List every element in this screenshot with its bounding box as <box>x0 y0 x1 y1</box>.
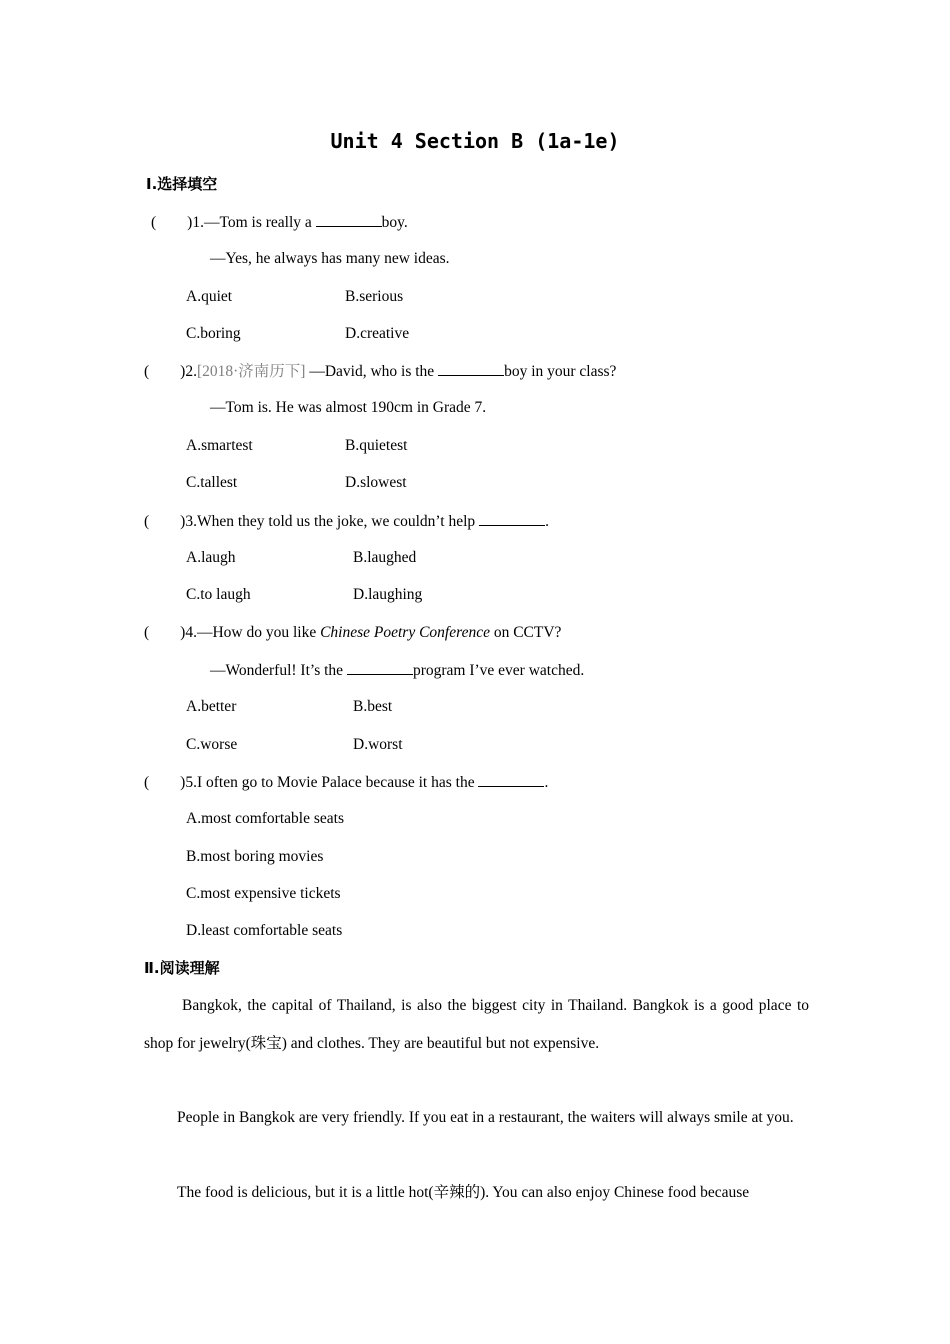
question-3-option-c: C.to laugh <box>186 586 251 603</box>
question-5-option-b: B.most boring movies <box>186 848 324 865</box>
passage-paragraph-3: The food is delicious, but it is a little hot(辛辣的). You can also enjoy Chinese food because <box>177 1184 750 1201</box>
question-2-option-a: A.smartest <box>186 437 253 454</box>
section-heading-reading: Ⅱ.阅读理解 <box>144 959 220 977</box>
answer-paren: ( ) <box>144 363 186 380</box>
question-2-reply: —Tom is. He was almost 190cm in Grade 7. <box>210 399 487 416</box>
answer-paren: ( ) <box>144 513 186 530</box>
question-4-stem: ( )4.—How do you like Chinese Poetry Conference on CCTV? <box>144 624 562 641</box>
question-5-option-a: A.most comfortable seats <box>186 810 344 827</box>
question-3-option-d: D.laughing <box>353 586 423 603</box>
question-4-option-c: C.worse <box>186 736 238 753</box>
fill-blank <box>478 772 544 787</box>
question-2-option-c: C.tallest <box>186 474 238 491</box>
question-1-option-a: A.quiet <box>186 288 233 305</box>
question-5-option-c: C.most expensive tickets <box>186 885 341 902</box>
question-1-option-c: C.boring <box>186 325 241 342</box>
question-1-option-d: D.creative <box>345 325 410 342</box>
question-3-option-b: B.laughed <box>353 549 417 566</box>
answer-paren: ( ) <box>144 774 186 791</box>
program-title: Chinese Poetry Conference <box>320 624 490 641</box>
question-2-stem: ( )2.[2018·济南历下] —David, who is the boy in your class? <box>144 363 617 380</box>
question-5-stem: ( )5.I often go to Movie Palace because it has the . <box>144 774 549 791</box>
question-2-option-b: B.quietest <box>345 437 408 454</box>
fill-blank <box>438 361 504 376</box>
question-4-reply: —Wonderful! It’s the program I’ve ever watched. <box>210 662 585 679</box>
question-4-option-a: A.better <box>186 698 237 715</box>
question-5-option-d: D.least comfortable seats <box>186 922 343 939</box>
question-3-option-a: A.laugh <box>186 549 236 566</box>
question-1-reply: —Yes, he always has many new ideas. <box>210 250 450 267</box>
fill-blank <box>479 511 545 526</box>
question-1-stem: ( )1.—Tom is really a boy. <box>151 214 408 231</box>
section-heading-choice: Ⅰ.选择填空 <box>146 175 218 193</box>
fill-blank <box>347 660 413 675</box>
answer-paren: ( ) <box>144 624 186 641</box>
question-2-option-d: D.slowest <box>345 474 407 491</box>
answer-paren: ( ) <box>151 214 193 231</box>
fill-blank <box>316 212 382 227</box>
question-1-option-b: B.serious <box>345 288 404 305</box>
question-3-stem: ( )3.When they told us the joke, we couldn’t help . <box>144 513 549 530</box>
question-source: [2018·济南历下] <box>196 363 306 380</box>
page-title: Unit 4 Section B (1a-1e) <box>330 129 620 153</box>
passage-paragraph-2: People in Bangkok are very friendly. If you eat in a restaurant, the waiters will always smile at you. <box>177 1109 794 1126</box>
passage-paragraph-1: Bangkok, the capital of Thailand, is also the biggest city in Thailand. Bangkok is a good place to shop for jewelry(珠宝) and clothes. They are beautiful but not expensive. <box>144 997 809 1052</box>
question-4-option-b: B.best <box>353 698 393 715</box>
question-4-option-d: D.worst <box>353 736 403 753</box>
